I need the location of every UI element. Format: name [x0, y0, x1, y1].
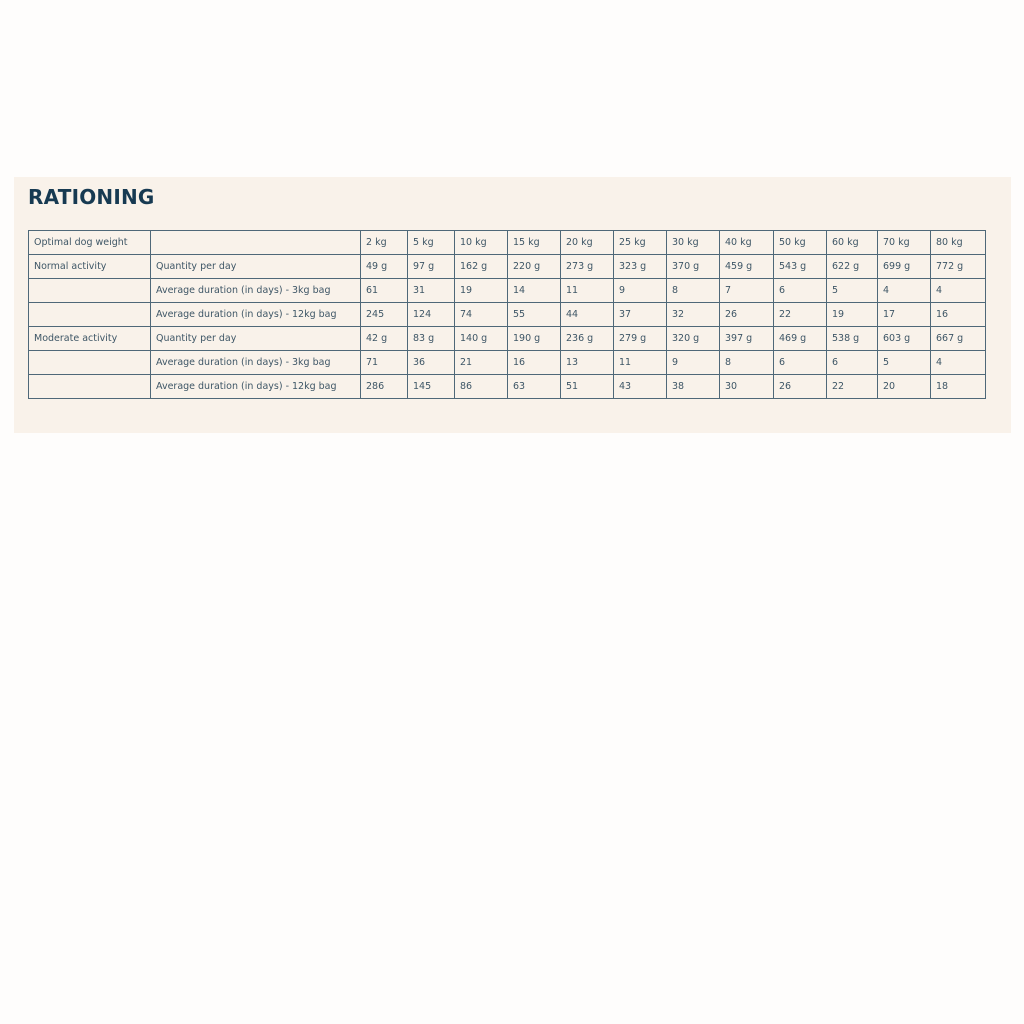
value-cell: 83 g	[408, 327, 455, 351]
value-cell: 538 g	[827, 327, 878, 351]
value-cell: 26	[720, 303, 774, 327]
value-cell: 26	[774, 375, 827, 399]
value-cell: 4	[931, 279, 986, 303]
activity-group-cell: Normal activity	[29, 255, 151, 279]
activity-group-cell	[29, 351, 151, 375]
value-cell: 4	[931, 351, 986, 375]
weight-header-cell: 50 kg	[774, 231, 827, 255]
value-cell: 397 g	[720, 327, 774, 351]
table-row	[29, 303, 986, 327]
value-cell: 19	[827, 303, 878, 327]
weight-header-cell: 25 kg	[614, 231, 667, 255]
value-cell: 36	[408, 351, 455, 375]
value-cell: 30	[720, 375, 774, 399]
weight-header-cell: 70 kg	[878, 231, 931, 255]
value-cell: 323 g	[614, 255, 667, 279]
metric-cell: Average duration (in days) - 3kg bag	[151, 351, 361, 375]
value-cell: 16	[508, 351, 561, 375]
value-cell: 19	[455, 279, 508, 303]
value-cell: 6	[774, 279, 827, 303]
value-cell: 622 g	[827, 255, 878, 279]
value-cell: 44	[561, 303, 614, 327]
value-cell: 31	[408, 279, 455, 303]
value-cell: 22	[774, 303, 827, 327]
value-cell: 7	[720, 279, 774, 303]
table-header-row	[29, 231, 986, 255]
value-cell: 11	[561, 279, 614, 303]
weight-header-cell: 20 kg	[561, 231, 614, 255]
weight-header-cell: 80 kg	[931, 231, 986, 255]
value-cell: 772 g	[931, 255, 986, 279]
metric-cell: Average duration (in days) - 3kg bag	[151, 279, 361, 303]
value-cell: 49 g	[361, 255, 408, 279]
value-cell: 273 g	[561, 255, 614, 279]
weight-header-cell: 60 kg	[827, 231, 878, 255]
value-cell: 124	[408, 303, 455, 327]
value-cell: 220 g	[508, 255, 561, 279]
value-cell: 13	[561, 351, 614, 375]
value-cell: 11	[614, 351, 667, 375]
value-cell: 543 g	[774, 255, 827, 279]
value-cell: 667 g	[931, 327, 986, 351]
value-cell: 6	[827, 351, 878, 375]
value-cell: 6	[774, 351, 827, 375]
value-cell: 279 g	[614, 327, 667, 351]
value-cell: 74	[455, 303, 508, 327]
value-cell: 190 g	[508, 327, 561, 351]
value-cell: 145	[408, 375, 455, 399]
value-cell: 38	[667, 375, 720, 399]
value-cell: 71	[361, 351, 408, 375]
weight-header-cell: 40 kg	[720, 231, 774, 255]
weight-header-cell: 10 kg	[455, 231, 508, 255]
value-cell: 22	[827, 375, 878, 399]
value-cell: 21	[455, 351, 508, 375]
value-cell: 603 g	[878, 327, 931, 351]
table-row	[29, 279, 986, 303]
value-cell: 699 g	[878, 255, 931, 279]
value-cell: 51	[561, 375, 614, 399]
value-cell: 8	[720, 351, 774, 375]
value-cell: 20	[878, 375, 931, 399]
value-cell: 370 g	[667, 255, 720, 279]
section-title: RATIONING	[28, 185, 155, 209]
rationing-table	[28, 230, 986, 399]
value-cell: 469 g	[774, 327, 827, 351]
table-row	[29, 375, 986, 399]
value-cell: 86	[455, 375, 508, 399]
weight-header-cell: 30 kg	[667, 231, 720, 255]
value-cell: 320 g	[667, 327, 720, 351]
activity-group-cell	[29, 303, 151, 327]
weight-header-cell: 5 kg	[408, 231, 455, 255]
value-cell: 9	[614, 279, 667, 303]
activity-group-cell	[29, 279, 151, 303]
value-cell: 140 g	[455, 327, 508, 351]
value-cell: 459 g	[720, 255, 774, 279]
activity-group-cell: Moderate activity	[29, 327, 151, 351]
table-row	[29, 351, 986, 375]
value-cell: 17	[878, 303, 931, 327]
value-cell: 162 g	[455, 255, 508, 279]
table-row	[29, 255, 986, 279]
metric-cell: Average duration (in days) - 12kg bag	[151, 303, 361, 327]
value-cell: 32	[667, 303, 720, 327]
rationing-section	[14, 177, 1011, 433]
activity-group-cell	[29, 375, 151, 399]
value-cell: 61	[361, 279, 408, 303]
value-cell: 5	[827, 279, 878, 303]
value-cell: 245	[361, 303, 408, 327]
value-cell: 97 g	[408, 255, 455, 279]
metric-cell: Quantity per day	[151, 255, 361, 279]
value-cell: 9	[667, 351, 720, 375]
value-cell: 14	[508, 279, 561, 303]
value-cell: 5	[878, 351, 931, 375]
value-cell: 42 g	[361, 327, 408, 351]
table-row	[29, 327, 986, 351]
value-cell: 43	[614, 375, 667, 399]
value-cell: 236 g	[561, 327, 614, 351]
value-cell: 55	[508, 303, 561, 327]
value-cell: 18	[931, 375, 986, 399]
value-cell: 63	[508, 375, 561, 399]
value-cell: 286	[361, 375, 408, 399]
metric-cell: Quantity per day	[151, 327, 361, 351]
weight-header-cell: 2 kg	[361, 231, 408, 255]
header-label-cell: Optimal dog weight	[29, 231, 151, 255]
value-cell: 16	[931, 303, 986, 327]
value-cell: 4	[878, 279, 931, 303]
metric-cell: Average duration (in days) - 12kg bag	[151, 375, 361, 399]
value-cell: 8	[667, 279, 720, 303]
weight-header-cell: 15 kg	[508, 231, 561, 255]
header-sub-cell	[151, 231, 361, 255]
value-cell: 37	[614, 303, 667, 327]
